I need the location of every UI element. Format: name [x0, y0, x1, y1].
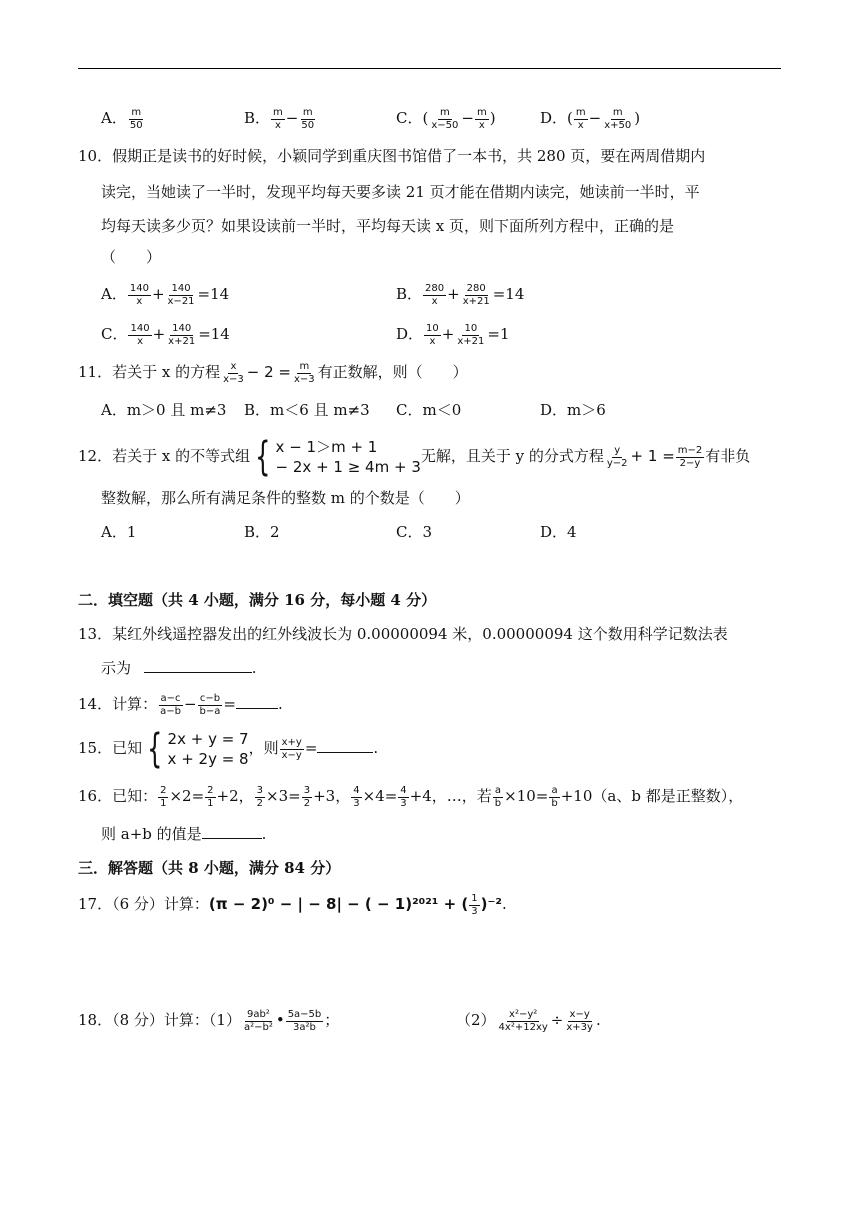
operator: = — [304, 739, 318, 757]
numerator: 140 — [171, 282, 191, 294]
denominator: 3 — [353, 797, 360, 809]
numerator: m — [302, 106, 313, 118]
operator: − — [183, 695, 197, 713]
q16-text: 16．已知： — [78, 787, 158, 805]
fraction — [198, 693, 223, 718]
numerator: x — [230, 360, 237, 372]
q12-text: 无解，且关于 y 的分式方程 — [420, 447, 604, 465]
system-line: x + 2y = 8 — [167, 750, 249, 768]
math-expression: (π − 2)⁰ − | − 8| − ( − 1)²⁰²¹ + ( — [208, 895, 469, 913]
section-fill-in-title: 二．填空题（共 4 小题，满分 16 分，每小题 4 分） — [78, 591, 437, 609]
q18-text: 18．（8 分）计算：（1） — [78, 1011, 241, 1029]
denominator: x−21 — [167, 295, 195, 307]
fraction — [398, 785, 408, 810]
fraction — [255, 785, 265, 810]
denominator: a²−b² — [243, 1021, 273, 1033]
fraction — [280, 737, 304, 762]
fraction — [205, 785, 215, 810]
q14 — [78, 692, 283, 718]
q11-option-c: C．m＜0 — [396, 401, 462, 419]
brace: { — [147, 726, 163, 772]
q16-text: ×10= — [504, 787, 549, 805]
numerator: m — [612, 106, 623, 118]
q18-part-1 — [78, 1008, 339, 1034]
numerator: a−c — [160, 692, 181, 704]
fraction — [469, 893, 479, 918]
q10-option-c — [101, 322, 230, 348]
numerator: m — [273, 106, 283, 118]
option-label: B． — [244, 109, 271, 127]
fraction — [475, 107, 489, 132]
q16-line-2 — [101, 822, 266, 846]
q10-line-3: 均每天读多少页？如果设读前一半时，平均每天读 x 页，则下面所列方程中，正确的是 — [101, 217, 674, 235]
q15-text: 15．已知 — [78, 739, 143, 757]
denominator: 3 — [400, 797, 407, 809]
denominator: 3 — [471, 905, 478, 917]
operator: ÷ — [550, 1011, 564, 1029]
numerator: 5a−5b — [287, 1008, 322, 1020]
fraction — [292, 361, 317, 386]
q16-text: . — [261, 825, 267, 843]
q13-line-2 — [101, 656, 257, 680]
fraction — [166, 323, 197, 348]
option-label: B． — [396, 285, 423, 303]
option-label: C． — [101, 325, 128, 343]
q18-part-2 — [456, 1008, 601, 1034]
fraction — [455, 323, 486, 348]
denominator: x−y — [281, 749, 302, 761]
denominator: x — [577, 119, 584, 131]
denominator: 50 — [301, 119, 315, 131]
q11-option-a: A．m＞0 且 m≠3 — [101, 401, 227, 419]
numerator: 2 — [207, 784, 214, 796]
option-label: A． — [101, 109, 127, 127]
q11-text: 11．若关于 x 的方程 — [78, 363, 221, 381]
q17-text: . — [501, 895, 507, 913]
fraction — [564, 1009, 595, 1034]
numerator: m — [131, 106, 142, 118]
operator: − — [588, 109, 602, 127]
denominator: x+21 — [462, 295, 490, 307]
denominator: x — [431, 295, 438, 307]
denominator: b — [551, 797, 558, 809]
operator: − — [285, 109, 299, 127]
numerator: c−b — [199, 692, 221, 704]
operator: − 2 = — [246, 363, 291, 381]
rhs: =14 — [492, 285, 525, 303]
denominator: x+21 — [168, 335, 196, 347]
numerator: 4 — [400, 784, 407, 796]
q10-option-d — [396, 322, 510, 348]
numerator: x+y — [281, 736, 302, 748]
fraction — [423, 283, 446, 308]
operator: • — [275, 1011, 285, 1029]
denominator: x — [429, 335, 436, 347]
fraction — [549, 785, 559, 810]
q16-text: 则 a+b 的值是 — [101, 825, 202, 843]
numerator: 10 — [426, 322, 439, 334]
numerator: 280 — [425, 282, 445, 294]
answer-blank — [202, 824, 262, 839]
q18-text: . — [595, 1011, 601, 1029]
numerator: 140 — [130, 322, 150, 334]
numerator: 10 — [464, 322, 478, 334]
q15-text: ，则 — [248, 739, 279, 757]
q11-option-d: D．m＞6 — [540, 401, 606, 419]
inequality-system — [250, 434, 421, 480]
paren: ) — [489, 109, 496, 127]
numerator: 1 — [471, 892, 478, 904]
system-line: − 2x + 1 ≥ 4m + 3 — [275, 458, 421, 476]
fraction — [128, 323, 151, 348]
q16-line-1 — [78, 784, 743, 810]
equation-system — [142, 726, 249, 772]
option-label: D．( — [540, 109, 573, 127]
q16-text: +2， — [216, 787, 254, 805]
numerator: a — [551, 784, 558, 796]
denominator: x+50 — [604, 119, 632, 131]
option-label: C．( — [396, 109, 429, 127]
fraction — [605, 445, 630, 470]
brace: { — [255, 434, 271, 480]
numerator: 4 — [353, 784, 360, 796]
fraction — [429, 107, 460, 132]
answer-blank — [144, 658, 252, 673]
q10-option-b — [396, 282, 524, 308]
operator: + 1 = — [630, 447, 675, 465]
numerator: 9ab² — [246, 1008, 270, 1020]
q15-text: . — [373, 739, 379, 757]
fraction — [351, 785, 361, 810]
q14-text: 14．计算： — [78, 695, 158, 713]
denominator: 3a²b — [293, 1021, 316, 1033]
denominator: 50 — [129, 119, 143, 131]
fraction — [424, 323, 441, 348]
denominator: x — [478, 119, 485, 131]
q12-stem — [78, 434, 751, 480]
q15 — [78, 726, 378, 770]
numerator: x−y — [569, 1008, 590, 1020]
denominator: 1 — [207, 797, 214, 809]
q17 — [78, 892, 507, 918]
numerator: m — [299, 360, 310, 372]
q16-text: ×2= — [169, 787, 205, 805]
q9-option-c — [396, 106, 496, 132]
denominator: x+21 — [457, 335, 485, 347]
fraction — [602, 107, 633, 132]
denominator: a−b — [160, 705, 181, 717]
q14-text: . — [277, 695, 283, 713]
denominator: b−a — [199, 705, 221, 717]
option-label: D． — [396, 325, 424, 343]
numerator: 280 — [466, 282, 486, 294]
numerator: 140 — [129, 282, 149, 294]
q16-text: +4，…，若 — [409, 787, 492, 805]
q12-option-d: D．4 — [540, 523, 577, 541]
numerator: 3 — [256, 784, 264, 796]
q10-line-4: （ ） — [101, 248, 162, 266]
denominator: b — [494, 797, 502, 809]
denominator: 2 — [303, 797, 311, 809]
denominator: x−50 — [431, 119, 459, 131]
q12-option-c: C．3 — [396, 523, 433, 541]
q16-text: +3， — [313, 787, 351, 805]
q13-line-1: 13．某红外线遥控器发出的红外线波长为 0.00000094 米，0.00000094 这个数用科学记数法表 — [78, 625, 728, 643]
numerator: m — [476, 106, 487, 118]
operator: = — [223, 695, 236, 713]
denominator: 1 — [160, 797, 167, 809]
fraction — [299, 107, 316, 132]
option-label: A． — [101, 285, 127, 303]
q13-text: . — [251, 659, 257, 677]
rhs: =14 — [198, 325, 230, 343]
q12-option-a: A．1 — [101, 523, 137, 541]
q16-text: +10（a、b 都是正整数）， — [560, 787, 744, 805]
denominator: x−3 — [223, 373, 244, 385]
denominator: 2 — [256, 797, 264, 809]
q9-option-d — [540, 106, 640, 132]
operator: + — [441, 325, 455, 343]
q10-option-a — [101, 282, 229, 308]
q12-line-2: 整数解，那么所有满足条件的整数 m 的个数是（ ） — [101, 489, 470, 507]
math-expression: )⁻² — [480, 895, 502, 913]
rhs: =1 — [487, 325, 510, 343]
fraction — [128, 283, 151, 308]
numerator: 140 — [172, 322, 192, 334]
q12-option-b: B．2 — [244, 523, 280, 541]
fraction — [221, 361, 246, 386]
q18-text: ； — [324, 1011, 340, 1029]
denominator: x+3y — [566, 1021, 593, 1033]
system-line: 2x + y = 7 — [167, 730, 249, 748]
fraction — [286, 1009, 324, 1034]
numerator: y — [614, 444, 621, 456]
q11-text: 有正数解，则（ ） — [317, 363, 468, 381]
fraction — [676, 445, 704, 470]
q16-text: ×3= — [266, 787, 301, 805]
operator: + — [151, 285, 165, 303]
denominator: 4x²+12xy — [498, 1021, 548, 1033]
fraction — [271, 107, 285, 132]
fraction — [242, 1009, 275, 1034]
system-line: x − 1＞m + 1 — [275, 438, 378, 456]
answer-blank — [317, 738, 373, 753]
fraction — [497, 1009, 550, 1034]
header-rule — [78, 68, 781, 69]
denominator: x — [137, 335, 143, 347]
denominator: y−2 — [606, 457, 628, 469]
q11-option-b: B．m＜6 且 m≠3 — [244, 401, 370, 419]
rhs: =14 — [197, 285, 230, 303]
q16-text: ×4= — [362, 787, 398, 805]
fraction — [158, 785, 168, 810]
fraction — [158, 693, 183, 718]
numerator: x²−y² — [509, 1008, 538, 1020]
q17-text: 17．（6 分）计算： — [78, 895, 209, 913]
q12-text: 有非负 — [705, 447, 751, 465]
denominator: 2−y — [679, 457, 701, 469]
fraction — [166, 283, 197, 308]
operator: − — [461, 109, 474, 127]
fraction — [302, 785, 312, 810]
numerator: 2 — [160, 784, 167, 796]
numerator: m — [439, 106, 450, 118]
q10-line-2: 读完，当她读了一半时，发现平均每天要多读 21 页才能在借期内读完，她读前一半时，平 — [101, 183, 700, 201]
numerator: a — [494, 784, 502, 796]
numerator: m−2 — [677, 444, 703, 456]
numerator: m — [575, 106, 586, 118]
paren: ) — [634, 109, 641, 127]
answer-blank — [236, 694, 278, 709]
q9-option-a — [101, 106, 146, 132]
fraction — [493, 785, 503, 810]
denominator: x−3 — [293, 373, 315, 385]
fraction — [128, 107, 145, 132]
fraction — [574, 107, 588, 132]
q13-text: 示为 — [101, 659, 132, 677]
q18-text: （2） — [456, 1011, 496, 1029]
q11-stem — [78, 360, 468, 386]
denominator: x — [136, 295, 143, 307]
numerator: 3 — [303, 784, 311, 796]
q9-option-b — [244, 106, 317, 132]
operator: + — [447, 285, 460, 303]
operator: + — [152, 325, 166, 343]
q12-text: 12．若关于 x 的不等式组 — [78, 447, 251, 465]
denominator: x — [274, 119, 281, 131]
section-solve-title: 三．解答题（共 8 小题，满分 84 分） — [78, 859, 341, 877]
fraction — [461, 283, 492, 308]
q10-line-1: 10．假期正是读书的好时候，小颖同学到重庆图书馆借了一本书，共 280 页，要在两周借期内 — [78, 147, 706, 165]
